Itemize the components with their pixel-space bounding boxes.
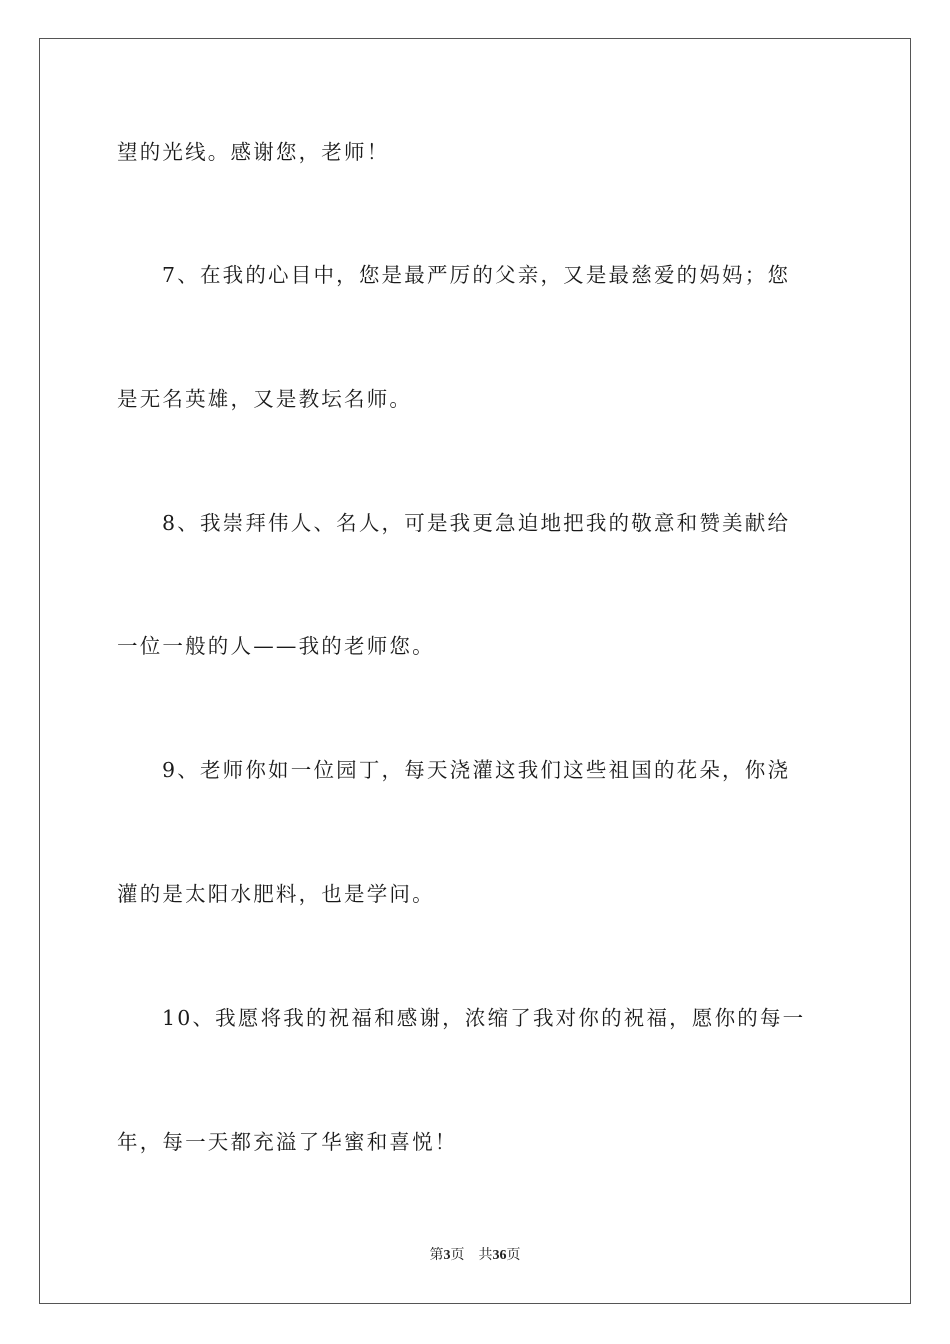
text-line: 8、我崇拜伟人、名人，可是我更急迫地把我的敬意和赞美献给 (162, 511, 791, 535)
text-line: 7、在我的心目中，您是最严厉的父亲，又是最慈爱的妈妈；您 (162, 263, 791, 287)
page-number: 3 (443, 1248, 451, 1263)
text-line: 10、我愿将我的祝福和感谢，浓缩了我对你的祝福，愿你的每一 (162, 1006, 806, 1030)
page-footer (0, 1247, 950, 1265)
text-line: 9、老师你如一位园丁，每天浇灌这我们这些祖国的花朵，你浇 (162, 758, 791, 782)
total-pages: 36 (492, 1248, 507, 1263)
page-prefix: 第 (429, 1248, 444, 1263)
total-prefix: 共 (478, 1248, 493, 1263)
text-line: 灌的是太阳水肥料，也是学问。 (117, 882, 435, 906)
text-line: 望的光线。感谢您，老师！ (117, 140, 390, 164)
page-border (39, 38, 911, 1304)
text-line: 一位一般的人——我的老师您。 (117, 634, 435, 658)
text-line: 年，每一天都充溢了华蜜和喜悦！ (117, 1130, 458, 1154)
page-suffix: 页 (450, 1248, 465, 1263)
text-line: 是无名英雄，又是教坛名师。 (117, 387, 413, 411)
total-suffix: 页 (506, 1248, 521, 1263)
